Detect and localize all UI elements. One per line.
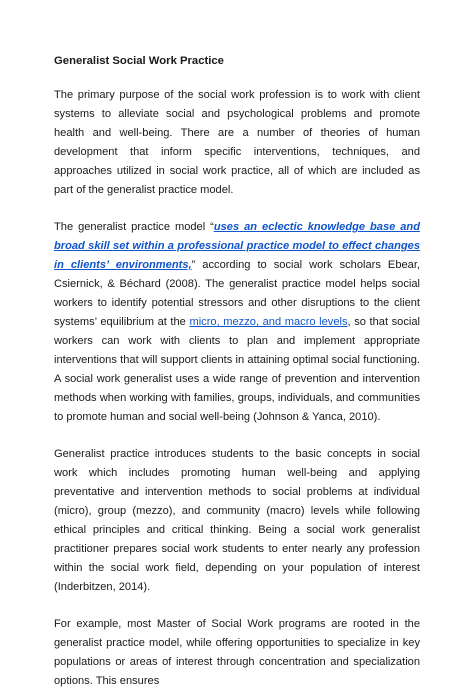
paragraph-mid: ” according to social work scholars Ebear, Csiernick, & Béchard (2008). The generalist practice model helps social workers to identify potential stressors and other disruptions to the client systems’ equilibrium at the — [54, 259, 420, 328]
paragraph-tail: , so that social workers can work with clients to plan and implement appropriate interventions that will support clients in attaining optimal social functioning. A social work generalist uses a wide range of prevention and intervention methods when working with families, groups, individuals, and communities to promote human and social well-being (Johnson & Yanca, 2010). — [54, 316, 420, 423]
paragraph-lead: The generalist practice model “ — [54, 221, 214, 233]
paragraph-purpose: The primary purpose of the social work profession is to work with client systems to alleviate social and psychological problems and promote health and well-being. There are a number of theories of human development that inform specific interventions, techniques, and approaches utilized in social work practice, all of which are included as part of the generalist practice model. — [54, 89, 420, 196]
paragraph-generalist-practice: Generalist practice introduces students to the basic concepts in social work which includes promoting human well-being and applying preventative and intervention methods to social problems at individual (micro), group (mezzo), and community (macro) levels while following ethical principles and critical thinking. Being a social work generalist practitioner prepares social work students to enter nearly any profession within the social work field, depending on your population of interest (Inderbitzen, 2014). — [54, 448, 420, 593]
definition-link[interactable]: uses an eclectic knowledge base and broad skill set within a professional practice model to effect changes in clients’ environments, — [54, 221, 420, 271]
page-title: Generalist Social Work Practice — [54, 55, 224, 67]
paragraph-generalist-model — [54, 218, 420, 427]
paragraph-example: For example, most Master of Social Work programs are rooted in the generalist practice model, while offering opportunities to specialize in key populations or areas of interest through concentration and specialization options. This ensures — [54, 618, 420, 687]
levels-link[interactable]: micro, mezzo, and macro levels — [189, 316, 348, 328]
